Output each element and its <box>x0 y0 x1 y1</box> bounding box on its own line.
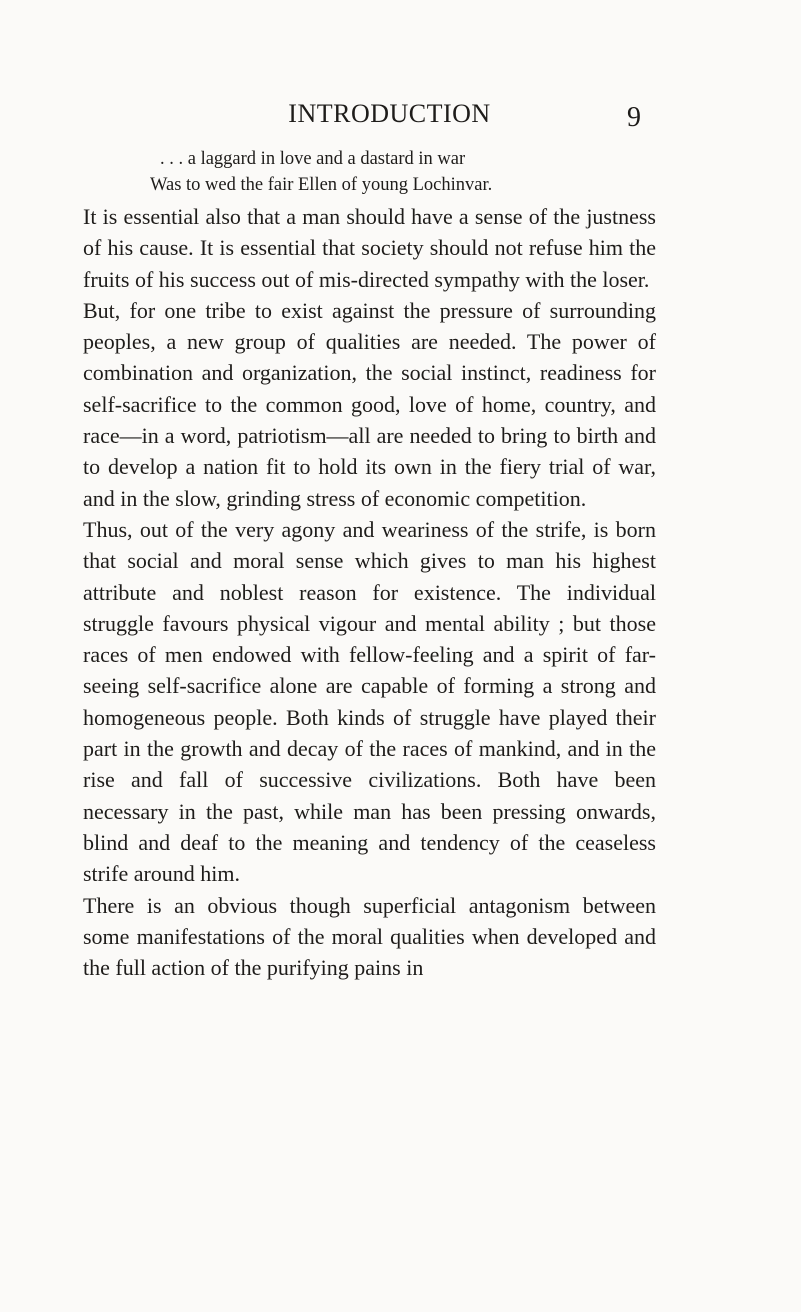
running-head <box>0 94 801 134</box>
body-text <box>83 201 656 983</box>
epigraph <box>150 146 710 198</box>
paragraph: But, for one tribe to exist against the pressure of surrounding peoples, a new group of qualities are needed. The power of combination and organization, the social instinct, readiness for self-sacrifice to the common good, love of home, country, and race—in a word, patriotism—all are needed to bring to birth and to develop a nation fit to hold its own in the fiery trial of war, and in the slow, grinding stress of economic competition. <box>83 297 656 511</box>
epigraph-line-2: Was to wed the fair Ellen of young Lochinvar. <box>150 175 493 195</box>
page-number: 9 <box>627 102 641 133</box>
running-title: INTRODUCTION <box>288 99 491 128</box>
paragraph: It is essential also that a man should have a sense of the justness of his cause. It is essential that society should not refuse him the fruits of his success out of mis-directed sympathy with the loser. <box>83 204 656 292</box>
epigraph-line-1: . . . a laggard in love and a dastard in war <box>160 149 466 169</box>
paragraph: Thus, out of the very agony and weariness of the strife, is born that social and moral sense which gives to man his highest attribute and noblest reason for existence. The individual struggle favours physical vigour and mental ability ; but those races of men endowed with fellow-feeling and a spirit of far-seeing self-sacrifice alone are capable of forming a strong and homogeneous people. Both kinds of struggle have played their part in the growth and decay of the races of mankind, and in the rise and fall of successive civilizations. Both have been necessary in the past, while man has been pressing onwards, blind and deaf to the meaning and tendency of the ceaseless strife around him. <box>83 516 656 887</box>
paragraph: There is an obvious though superficial antagonism between some manifestations of the moral qualities when developed and the full action of the purifying pains in <box>83 892 656 981</box>
